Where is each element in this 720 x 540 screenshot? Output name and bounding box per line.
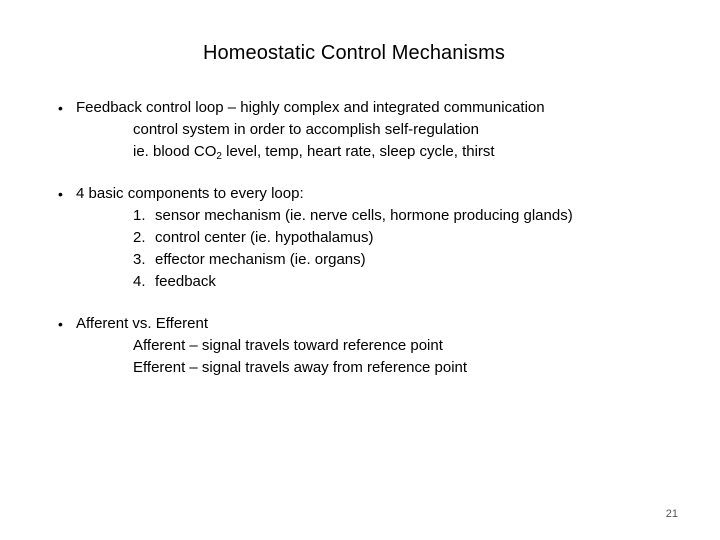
example-suffix: level, temp, heart rate, sleep cycle, thirst <box>221 143 495 160</box>
list-number: 4. <box>133 273 146 290</box>
list-item <box>133 227 373 249</box>
list-text: sensor mechanism (ie. nerve cells, hormone producing glands) <box>155 207 573 224</box>
example-subscript: 2 <box>216 151 222 162</box>
bullet-feedback-loop: Feedback control loop – highly complex and integrated communication <box>76 99 545 116</box>
list-number: 2. <box>133 229 146 246</box>
bullet-components: 4 basic components to every loop: <box>76 185 304 202</box>
bullet-marker: • <box>58 186 63 202</box>
bullet-marker: • <box>58 316 63 332</box>
bullet-feedback-continuation: control system in order to accomplish self-regulation <box>133 121 479 138</box>
bullet-feedback-example <box>133 141 495 163</box>
list-text: control center (ie. hypothalamus) <box>155 229 374 246</box>
slide-title: Homeostatic Control Mechanisms <box>203 42 505 64</box>
list-item <box>133 205 573 227</box>
example-prefix: ie. blood CO <box>133 143 217 160</box>
bullet-afferent-efferent: Afferent vs. Efferent <box>76 315 209 332</box>
afferent-definition: Afferent – signal travels toward reference point <box>133 337 443 354</box>
list-item <box>133 271 216 293</box>
bullet-marker: • <box>58 100 63 116</box>
list-text: effector mechanism (ie. organs) <box>155 251 366 268</box>
page-number: 21 <box>665 508 678 520</box>
list-text: feedback <box>155 273 216 290</box>
efferent-definition: Efferent – signal travels away from reference point <box>133 359 468 376</box>
list-number: 1. <box>133 207 146 224</box>
list-item <box>133 249 366 271</box>
list-number: 3. <box>133 251 146 268</box>
